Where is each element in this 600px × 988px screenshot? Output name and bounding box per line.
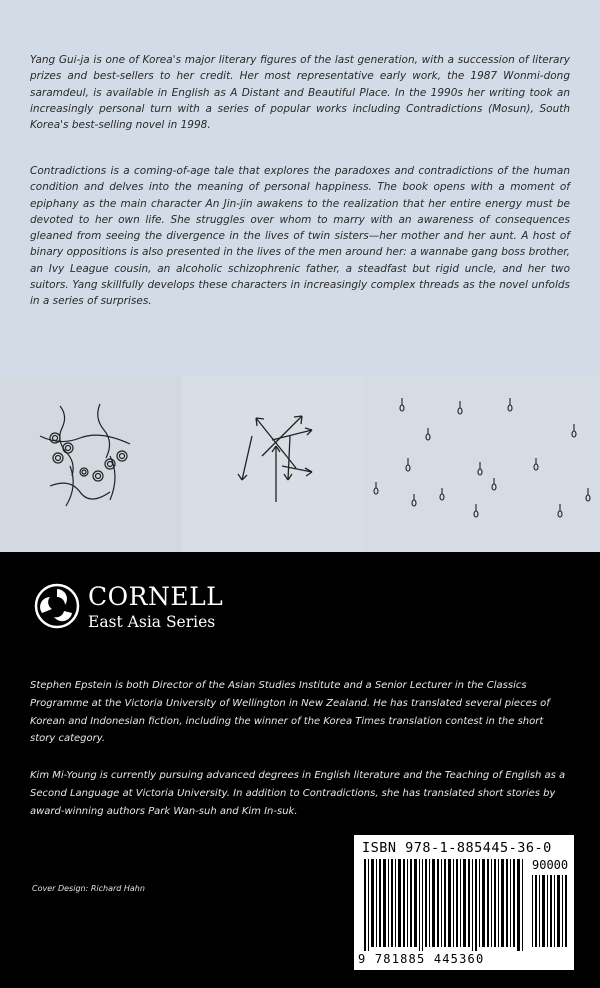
isbn-text: ISBN 978-1-885445-36-0 [362,840,552,856]
barcode-digits: 9 781885 445360 [358,952,485,966]
raindrops-illustration [362,376,600,552]
translator-bio-kim: Kim Mi-Young is currently pursuing advanced degrees in English literature and the Teaching of English as a Second Language at Victoria University. In addition to Contradictions, she has translated short stories by award-winning authors Park Wan-suh and Kim In-suk. [30,770,566,817]
swirl-icon [0,376,182,552]
series-name: East Asia Series [88,613,216,631]
book-synopsis-paragraph: Contradictions is a coming-of-age tale that explores the paradoxes and contradictions of the human condition and delves into the meaning of personal happiness. The book opens with a moment of epiphany as the main character An Jin-jin awakens to the realization that her entire energy must be devoted to her own life. She struggles over whom to marry with an awareness of consequences gleaned from seeing the divergence in the lives of twin sisters—her mother and her aunt. A host of binary oppositions is also presented in the lives of the men around her: a wannabe gang boss brother, an Ivy League cousin, an alcoholic schizophrenic father, a steadfast but rigid uncle, and her two suitors. Yang skillfully develops these characters in increasingly complex threads as the novel unfolds in a series of surprises. [30,165,570,308]
translator-bio-epstein: Stephen Epstein is both Director of the Asian Studies Institute and a Senior Lecturer in the Classics Programme at the Victoria University of Wellington in New Zealand. He has translated several pieces of Korean and Indonesian fiction, including the winner of the Korea Times translation contest in the short story category. [30,680,550,745]
arrows-icon [182,376,362,552]
synopsis-section [0,0,600,376]
arrows-illustration [182,376,362,552]
publisher-name: CORNELL [88,582,224,611]
author-intro-paragraph: Yang Gui-ja is one of Korea's major literary figures of the last generation, with a succession of literary prizes and best-sellers to her credit. Her most representative early work, the 1987 Wonmi-dong saramdeul, is available in English as A Distant and Beautiful Place. In the 1990s her writing took an increasingly personal turn with a series of popular works including Contradictions (Mosun), South Korea's best-selling novel in 1998. [30,54,570,132]
cover-design-credit: Cover Design: Richard Hahn [32,884,145,893]
barcode-bars-icon [354,835,574,970]
price-code: 90000 [532,858,569,872]
isbn-barcode [354,835,574,970]
cornell-logo-icon [34,583,80,629]
raindrop-icon [362,376,600,552]
swirl-illustration [0,376,182,552]
